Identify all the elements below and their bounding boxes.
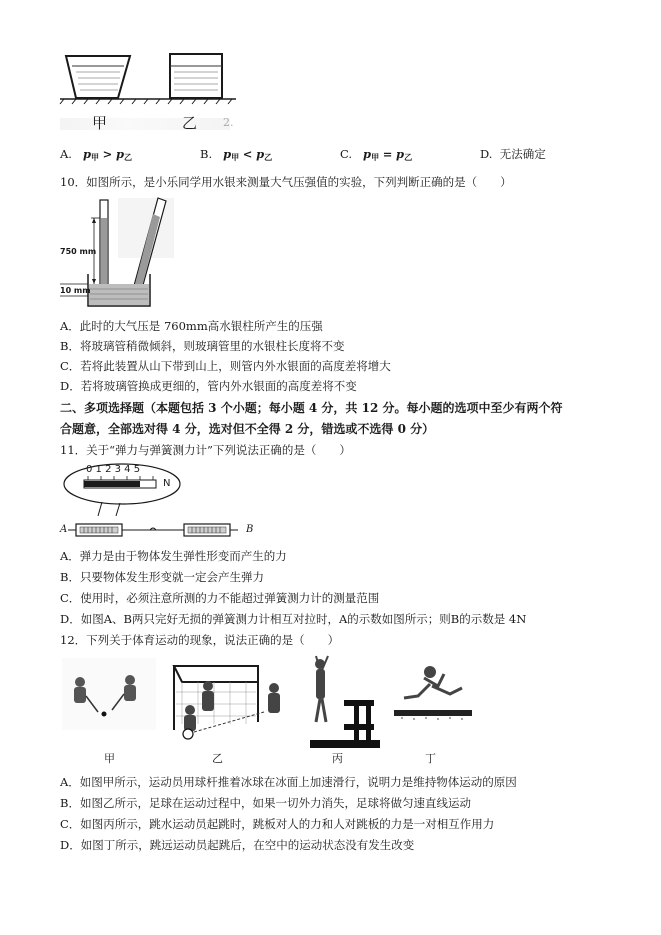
q11-option-c[interactable]: C．使用时，必须注意所测的力不能超过弹簧测力计的测量范围 bbox=[60, 591, 380, 605]
q9-option-a[interactable]: A. $p_甲 > p_乙$ bbox=[60, 147, 132, 162]
q9-fig-label-jia: 甲 bbox=[92, 114, 108, 132]
q11-option-a[interactable]: A．弹力是由于物体发生弹性形变而产生的力 bbox=[60, 549, 287, 563]
q11-scale-ticks: 0 1 2 3 4 5 bbox=[86, 464, 141, 475]
q9-container-figure bbox=[58, 48, 238, 106]
section2-heading-line2: 合题意，全部选对得 4 分，选对但不全得 2 分，错选或不选得 0 分） bbox=[60, 422, 435, 436]
q9-fig-noise: 2. bbox=[223, 116, 234, 129]
q10-option-b[interactable]: B．将玻璃管稍微倾斜，则玻璃管里的水银柱长度将不变 bbox=[60, 339, 345, 353]
q12-option-a[interactable]: A．如图甲所示，运动员用球杆推着冰球在冰面上加速滑行，说明力是维持物体运动的原因 bbox=[60, 775, 517, 789]
q9-option-b[interactable]: B. $p_甲 < p_乙$ bbox=[200, 147, 273, 162]
q12-stem: 12．下列关于体育运动的现象，说法正确的是（ ） bbox=[60, 633, 340, 647]
q10-option-d[interactable]: D．若将玻璃管换成更细的，管内外水银面的高度差将不变 bbox=[60, 379, 357, 393]
q12-option-d[interactable]: D．如图丁所示，跳远运动员起跳后，在空中的运动状态没有发生改变 bbox=[60, 838, 415, 852]
q11-option-d[interactable]: D．如图A、B两只完好无损的弹簧测力计相互对拉时，A的示数如图所示；则B的示数是 4N bbox=[60, 612, 527, 626]
q12-fig-label-yi: 乙 bbox=[212, 752, 223, 765]
section2-heading-line1: 二、多项选择题（本题包括 3 个小题；每小题 4 分，共 12 分。每小题的选项中至少有两个符 bbox=[60, 401, 563, 415]
q11-scale-unit: N bbox=[163, 478, 171, 489]
q9-option-d[interactable]: D. 无法确定 bbox=[480, 147, 546, 161]
q11-stem: 11．关于“弹力与弹簧测力计”下列说法正确的是（ ） bbox=[60, 443, 351, 457]
q9-option-c[interactable]: C. $p_甲 = p_乙$ bbox=[340, 147, 413, 162]
q12-fig-label-bing: 丙 bbox=[332, 752, 343, 765]
q12-fig-label-jia: 甲 bbox=[104, 752, 115, 765]
q12-option-c[interactable]: C．如图丙所示，跳水运动员起跳时，跳板对人的力和人对跳板的力是一对相互作用力 bbox=[60, 817, 495, 831]
q10-option-a[interactable]: A．此时的大气压是 760mm高水银柱所产生的压强 bbox=[60, 319, 323, 333]
q10-label-750: 750 mm bbox=[60, 247, 97, 256]
q10-label-10: 10 mm bbox=[60, 286, 91, 295]
q12-option-b[interactable]: B．如图乙所示，足球在运动过程中，如果一切外力消失，足球将做匀速直线运动 bbox=[60, 796, 471, 810]
q9-fig-label-yi: 乙 bbox=[182, 114, 198, 132]
q11-option-b[interactable]: B．只要物体发生形变就一定会产生弹力 bbox=[60, 570, 264, 584]
q12-fig-label-ding: 丁 bbox=[425, 752, 436, 765]
q10-option-c[interactable]: C．若将此装置从山下带到山上，则管内外水银面的高度差将增大 bbox=[60, 359, 391, 373]
q12-sports-figures bbox=[58, 652, 478, 762]
q11-label-b: B bbox=[246, 524, 254, 535]
q10-stem: 10．如图所示，是小乐同学用水银来测量大气压强值的实验，下列判断正确的是（ ） bbox=[60, 175, 512, 189]
q11-label-a: A bbox=[60, 524, 68, 535]
q9-fig-noise-bar bbox=[60, 118, 230, 130]
